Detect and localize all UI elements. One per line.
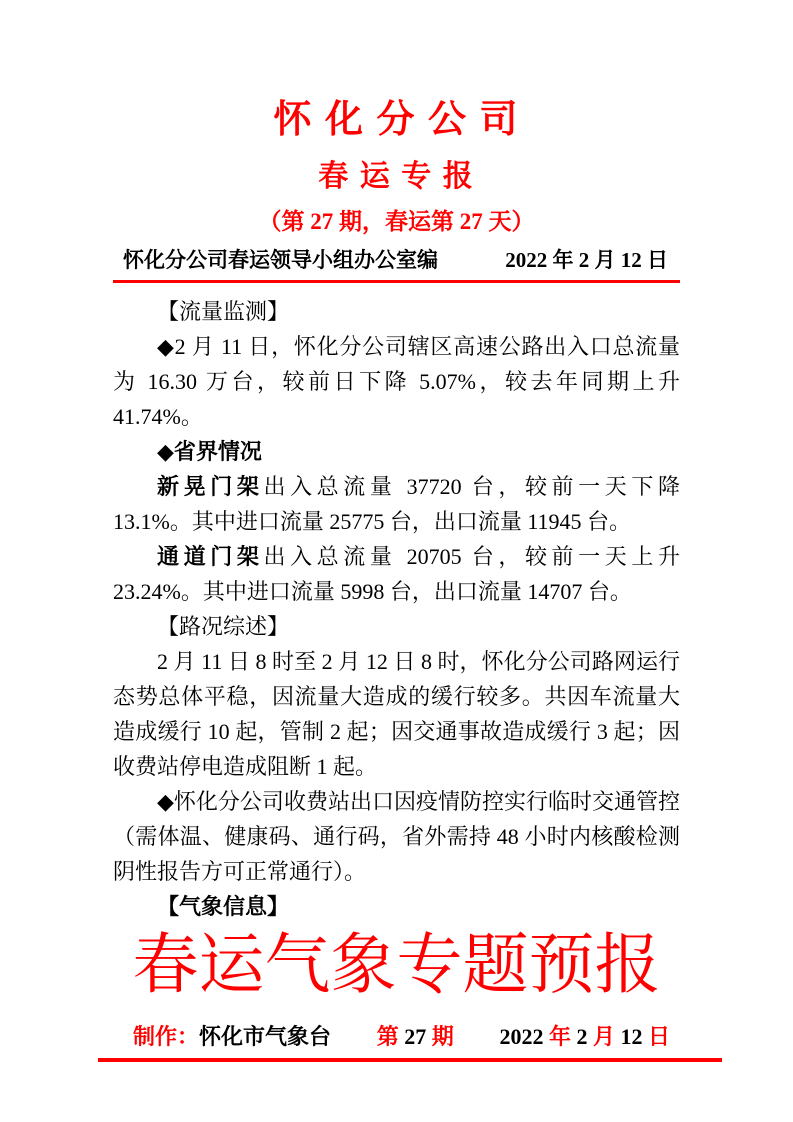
issue-info: （第 27 期，春运第 27 天） <box>258 209 535 234</box>
tongdao-gantry-paragraph <box>113 539 680 609</box>
report-body <box>113 294 680 1006</box>
section-heading-traffic-monitoring: 【流量监测】 <box>157 299 290 324</box>
date-day: 12 <box>620 1024 643 1049</box>
issue-suffix: 期 <box>431 1024 454 1049</box>
report-title: 春 运 专 报 <box>318 160 475 193</box>
company-title: 怀 化 分 公 司 <box>273 99 520 141</box>
tongdao-gantry-label: 通道门架 <box>157 544 264 569</box>
date-year-unit: 年 <box>548 1024 571 1049</box>
footer-issue <box>377 1020 454 1051</box>
section-heading-road-conditions: 【路况综述】 <box>157 614 290 639</box>
date-day-unit: 日 <box>647 1024 670 1049</box>
report-header <box>113 88 680 283</box>
editor-row <box>113 242 680 283</box>
maker-label: 制作： <box>133 1024 200 1049</box>
footer-date <box>499 1020 670 1051</box>
date-year: 2022 <box>499 1024 544 1049</box>
xinhuang-gantry-label: 新晃门架 <box>157 474 264 499</box>
header-date: 2022 年 2 月 12 日 <box>505 248 668 272</box>
date-month-unit: 月 <box>592 1024 615 1049</box>
epidemic-control-notice: ◆怀化分公司收费站出口因疫情防控实行临时交通管控（需体温、健康码、通行码，省外需持 48 小时内核酸检测阴性报告方可正常通行）。 <box>113 789 680 884</box>
border-situation-subheading: ◆省界情况 <box>157 439 262 464</box>
traffic-daily-summary: ◆2 月 11 日，怀化分公司辖区高速公路出入口总流量为 16.30 万台，较前日下降 5.07%，较去年同期上升 41.74%。 <box>113 334 680 429</box>
road-conditions-summary: 2 月 11 日 8 时至 2 月 12 日 8 时，怀化分公司路网运行态势总体平稳，因流量大造成的缓行较多。共因车流量大造成缓行 10 起，管制 2 起；因交通事故造成缓行 3 起；因收费站停电造成阻断 1 起。 <box>113 649 680 779</box>
issue-number: 27 <box>404 1024 427 1049</box>
editor-office: 怀化分公司春运领导小组办公室编 <box>123 248 438 272</box>
date-month: 2 <box>576 1024 588 1049</box>
section-heading-weather-info: 【气象信息】 <box>157 894 290 919</box>
footer-red-rule <box>98 1058 722 1062</box>
report-footer <box>113 1020 680 1062</box>
footer-maker <box>133 1020 331 1051</box>
weather-banner-title: 春运气象专题预报 <box>132 929 661 1002</box>
tongdao-gantry-text: 出入总流量 20705 台，较前一天上升 23.24%。其中进口流量 5998 台，出口流量 14707 台。 <box>113 544 680 604</box>
xinhuang-gantry-paragraph <box>113 469 680 539</box>
xinhuang-gantry-text: 出入总流量 37720 台，较前一天下降 13.1%。其中进口流量 25775 台，出口流量 11945 台。 <box>113 474 680 534</box>
maker-org: 怀化市气象台 <box>199 1024 332 1049</box>
issue-prefix: 第 <box>376 1024 399 1049</box>
footer-row <box>113 1020 680 1051</box>
